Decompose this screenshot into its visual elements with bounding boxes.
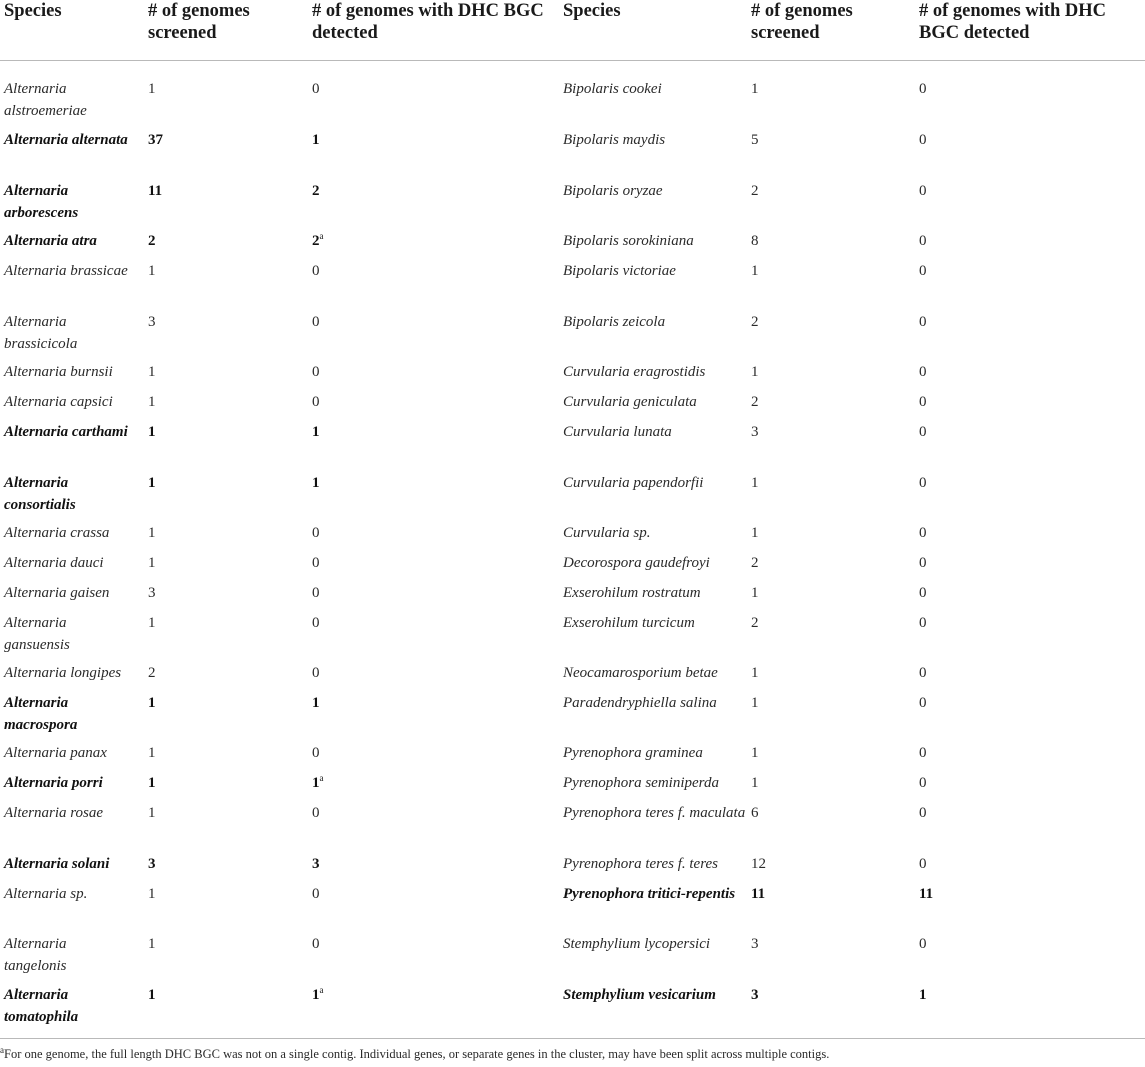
species-cell-left: Alternaria capsici [4,394,113,410]
detected-value: 0 [312,364,320,380]
detected-cell-left [312,522,432,544]
detected-cell-left [312,772,432,794]
detected-cell-left [312,230,432,252]
species-cell-right: Pyrenophora graminea [563,745,703,761]
screened-cell-right: 8 [751,233,759,249]
species-cell-left: Alternaria dauci [4,555,104,571]
detected-cell-right [919,78,1039,100]
detected-cell-left [312,612,432,634]
screened-cell-left: 2 [148,233,156,249]
detected-cell-left [312,662,432,684]
detected-cell-right [919,361,1039,383]
screened-cell-left: 11 [148,183,163,199]
bottom-divider [0,1038,1145,1039]
detected-cell-right [919,802,1039,824]
detected-value: 11 [919,886,934,902]
detected-cell-right [919,662,1039,684]
detected-value: 0 [919,615,927,631]
detected-cell-right [919,883,1039,905]
detected-value: 0 [919,424,927,440]
species-cell-left: Alternaria arborescens [4,183,79,221]
detected-cell-right [919,552,1039,574]
detected-value: 0 [312,525,320,541]
screened-cell-right: 2 [751,615,759,631]
screened-cell-left: 1 [148,81,156,97]
species-cell-right: Neocamarosporium betae [563,665,718,681]
screened-cell-right: 3 [751,936,759,952]
detected-cell-right [919,984,1039,1006]
screened-cell-left: 1 [148,745,156,761]
species-cell-right: Paradendryphiella salina [563,695,717,711]
screened-cell-right: 2 [751,314,759,330]
detected-cell-right [919,472,1039,494]
detected-value: 0 [312,936,320,952]
species-cell-left: Alternaria consortialis [4,475,76,513]
species-cell-left: Alternaria macrospora [4,695,78,733]
detected-value: 0 [919,364,927,380]
screened-cell-left: 3 [148,585,156,601]
species-cell-left: Alternaria alstroemeriae [4,81,87,119]
detected-value: 0 [312,314,320,330]
screened-cell-left: 1 [148,475,156,491]
species-cell-right: Bipolaris oryzae [563,183,663,199]
detected-value: 0 [312,886,320,902]
detected-cell-left [312,472,432,494]
detected-cell-right [919,311,1039,333]
screened-cell-left: 1 [148,805,156,821]
screened-cell-right: 1 [751,263,759,279]
detected-cell-left [312,742,432,764]
detected-cell-right [919,260,1039,282]
detected-value: 0 [919,183,927,199]
detected-cell-left [312,802,432,824]
screened-cell-right: 1 [751,665,759,681]
species-cell-right: Pyrenophora seminiperda [563,775,719,791]
screened-cell-left: 1 [148,394,156,410]
detected-cell-right [919,692,1039,714]
species-cell-right: Curvularia papendorfii [563,475,704,491]
screened-cell-left: 37 [148,132,163,148]
detected-value: 1 [312,132,320,148]
detected-cell-left [312,129,432,151]
screened-cell-left: 1 [148,555,156,571]
detected-value: 0 [919,856,927,872]
species-cell-right: Stemphylium vesicarium [563,987,716,1003]
detected-value: 0 [919,394,927,410]
detected-value: 0 [919,665,927,681]
species-cell-left: Alternaria tomatophila [4,987,79,1025]
detected-value: 1 [312,775,320,791]
species-cell-left: Alternaria sp. [4,886,88,902]
header-screened-right: # of genomes screened [751,1,853,43]
detected-value: 2 [312,233,320,249]
detected-cell-right [919,582,1039,604]
screened-cell-right: 1 [751,364,759,380]
detected-cell-left [312,78,432,100]
detected-value: 2 [312,183,320,199]
detected-value: 0 [919,314,927,330]
detected-cell-right [919,853,1039,875]
detected-cell-right [919,522,1039,544]
screened-cell-right: 1 [751,775,759,791]
species-cell-right: Bipolaris maydis [563,132,666,148]
detected-value: 1 [312,475,320,491]
detected-value: 0 [919,81,927,97]
screened-cell-right: 2 [751,183,759,199]
species-cell-right: Bipolaris zeicola [563,314,666,330]
detected-value: 0 [919,805,927,821]
detected-value: 0 [919,475,927,491]
screened-cell-left: 1 [148,364,156,380]
detected-cell-right [919,180,1039,202]
screened-cell-left: 1 [148,695,156,711]
detected-value: 3 [312,856,320,872]
detected-cell-left [312,311,432,333]
screened-cell-right: 3 [751,424,759,440]
detected-value: 1 [312,424,320,440]
species-cell-left: Alternaria longipes [4,665,122,681]
header-detected-right: # of genomes with DHC BGC detected [919,1,1107,43]
screened-cell-right: 5 [751,132,759,148]
header-species-left: Species [4,1,62,21]
detected-cell-right [919,742,1039,764]
species-cell-right: Bipolaris sorokiniana [563,233,694,249]
species-cell-right: Decorospora gaudefroyi [563,555,710,571]
footnote-marker: a [319,773,324,783]
screened-cell-left: 2 [148,665,156,681]
detected-value: 1 [919,987,927,1003]
screened-cell-left: 1 [148,615,156,631]
screened-cell-right: 1 [751,585,759,601]
screened-cell-right: 11 [751,886,766,902]
header-species-right: Species [563,1,621,21]
detected-value: 0 [312,745,320,761]
detected-value: 1 [312,987,320,1003]
species-cell-left: Alternaria tangelonis [4,936,67,974]
detected-cell-left [312,883,432,905]
detected-cell-left [312,552,432,574]
detected-value: 0 [919,132,927,148]
detected-value: 0 [312,394,320,410]
species-cell-left: Alternaria solani [4,856,110,872]
screened-cell-left: 1 [148,987,156,1003]
detected-value: 0 [919,775,927,791]
detected-cell-left [312,180,432,202]
detected-value: 0 [312,615,320,631]
species-cell-left: Alternaria alternata [4,132,128,148]
detected-value: 0 [919,695,927,711]
screened-cell-right: 6 [751,805,759,821]
detected-value: 0 [919,585,927,601]
detected-cell-left [312,853,432,875]
screened-cell-left: 1 [148,936,156,952]
screened-cell-right: 1 [751,525,759,541]
footnote [0,1046,1145,1062]
species-cell-left: Alternaria rosae [4,805,104,821]
species-cell-left: Alternaria porri [4,775,103,791]
screened-cell-right: 3 [751,987,759,1003]
detected-cell-left [312,260,432,282]
detected-cell-left [312,421,432,443]
detected-value: 0 [312,665,320,681]
header-screened-left: # of genomes screened [148,1,250,43]
detected-cell-right [919,230,1039,252]
screened-cell-left: 1 [148,886,156,902]
detected-value: 0 [919,936,927,952]
species-cell-right: Pyrenophora teres f. maculata [563,805,746,821]
detected-cell-right [919,612,1039,634]
screened-cell-right: 1 [751,745,759,761]
detected-value: 0 [312,585,320,601]
species-cell-right: Pyrenophora tritici-repentis [563,886,736,902]
detected-value: 0 [312,555,320,571]
footnote-marker: a [319,985,324,995]
species-cell-right: Exserohilum rostratum [563,585,701,601]
header-divider [0,60,1145,61]
detected-value: 0 [919,263,927,279]
species-cell-right: Exserohilum turcicum [563,615,695,631]
detected-cell-right [919,391,1039,413]
screened-cell-right: 1 [751,475,759,491]
species-cell-left: Alternaria carthami [4,424,128,440]
detected-value: 0 [919,745,927,761]
detected-value: 0 [919,525,927,541]
species-cell-left: Alternaria burnsii [4,364,113,380]
screened-cell-right: 12 [751,856,766,872]
species-cell-left: Alternaria gaisen [4,585,110,601]
screened-cell-right: 2 [751,555,759,571]
detected-cell-left [312,933,432,955]
detected-cell-left [312,984,432,1006]
species-cell-right: Pyrenophora teres f. teres [563,856,718,872]
species-cell-right: Curvularia lunata [563,424,672,440]
header-detected-left: # of genomes with DHC BGC detected [312,1,544,43]
detected-cell-right [919,129,1039,151]
species-cell-right: Bipolaris cookei [563,81,662,97]
species-cell-right: Curvularia sp. [563,525,651,541]
detected-value: 0 [312,805,320,821]
species-cell-left: Alternaria brassicicola [4,314,78,352]
species-cell-left: Alternaria gansuensis [4,615,70,653]
screened-cell-left: 1 [148,775,156,791]
detected-value: 0 [312,81,320,97]
species-cell-left: Alternaria atra [4,233,97,249]
detected-cell-left [312,391,432,413]
detected-cell-right [919,772,1039,794]
species-cell-left: Alternaria panax [4,745,107,761]
detected-cell-left [312,692,432,714]
footnote-text: For one genome, the full length DHC BGC was not on a single contig. Individual genes, or separate genes in the cluster, may have been split across multiple contigs. [4,1047,830,1061]
screened-cell-right: 2 [751,394,759,410]
detected-cell-left [312,582,432,604]
detected-value: 0 [919,555,927,571]
species-cell-right: Curvularia geniculata [563,394,697,410]
screened-cell-right: 1 [751,81,759,97]
screened-cell-left: 3 [148,856,156,872]
footnote-mark: a [0,1044,4,1055]
screened-cell-left: 1 [148,424,156,440]
screened-cell-right: 1 [751,695,759,711]
detected-value: 0 [919,233,927,249]
species-cell-right: Bipolaris victoriae [563,263,676,279]
footnote-marker: a [319,231,324,241]
detected-cell-right [919,421,1039,443]
species-cell-right: Curvularia eragrostidis [563,364,706,380]
screened-cell-left: 1 [148,263,156,279]
species-cell-right: Stemphylium lycopersici [563,936,711,952]
species-cell-left: Alternaria brassicae [4,263,128,279]
species-cell-left: Alternaria crassa [4,525,110,541]
screened-cell-left: 3 [148,314,156,330]
screened-cell-left: 1 [148,525,156,541]
detected-cell-right [919,933,1039,955]
detected-value: 0 [312,263,320,279]
detected-value: 1 [312,695,320,711]
detected-cell-left [312,361,432,383]
